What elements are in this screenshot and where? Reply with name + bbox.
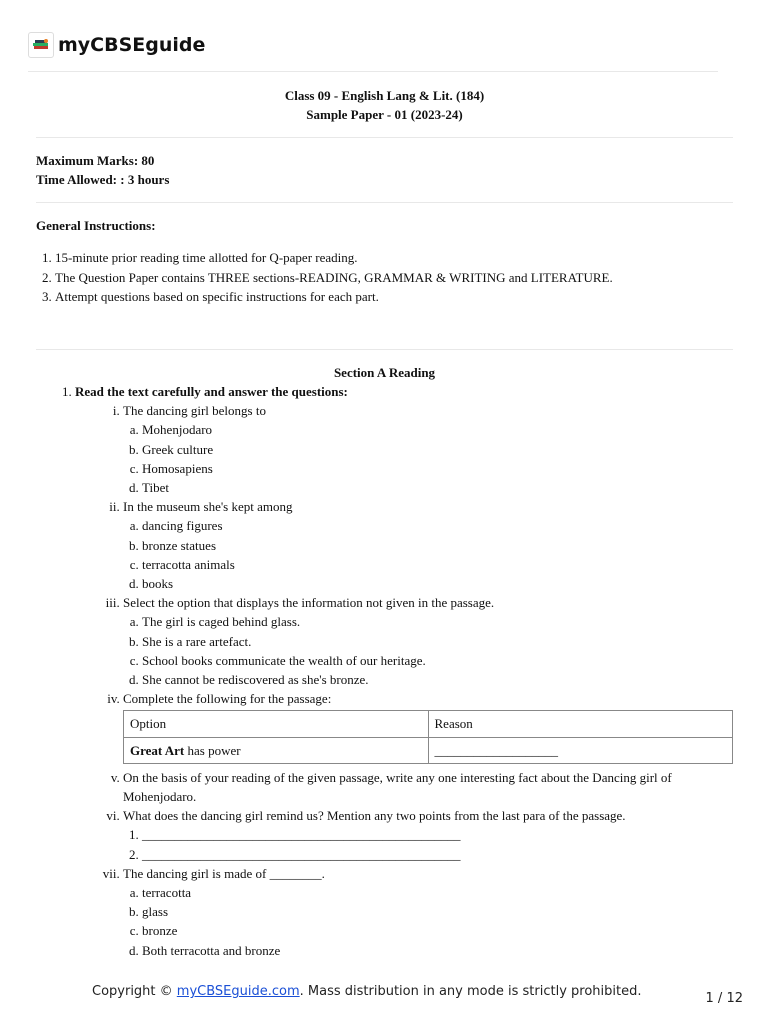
divider [36,137,733,138]
sub-question-text: The dancing girl belongs to [123,403,266,419]
option: c. bronze [142,921,733,940]
question-1-text: Read the text carefully and answer the questions: [75,384,348,399]
divider [36,349,733,350]
options-list [123,612,733,689]
cell-text: has power [184,742,241,758]
bold-text: Great Art [130,742,185,758]
sub-question-text: The dancing girl is made of ________. [123,865,325,881]
answer-lines [123,825,733,863]
copyright-text: Copyright © [92,984,177,999]
sub-question-text: On the basis of your reading of the given passage, write any one interesting fact about the Dancing girl of Mohenjodaro. [123,769,672,805]
options-list [123,883,733,960]
brand-name: myCBSEguide [58,34,206,56]
answer-line: 2. _________________________________________________ [142,845,733,864]
options-list [123,516,733,593]
sub-question [123,806,733,864]
sub-question [123,689,733,764]
option: b. Greek culture [142,440,733,459]
footer-copyright [92,984,641,999]
copyright-notice: . Mass distribution in any mode is strictly prohibited. [299,984,642,999]
option: a. The girl is caged behind glass. [142,612,733,631]
answer-line: 1. _________________________________________________ [142,825,733,844]
paper-title [36,86,733,124]
option: a. dancing figures [142,516,733,535]
marks-time [36,151,733,190]
option: c. Homosapiens [142,459,733,478]
option: d. Both terracotta and bronze [142,941,733,960]
sub-question-text: What does the dancing girl remind us? Mention any two points from the last para of the passage. [123,808,626,824]
option: d. books [142,574,733,593]
sub-question-text: In the museum she's kept among [123,499,293,515]
title-line-2: Sample Paper - 01 (2023-24) [306,107,463,122]
sub-question [123,497,733,593]
table-header-cell: Option [124,711,429,737]
section-a [36,382,733,960]
page-number: 1 / 12 [705,991,743,1006]
option: b. glass [142,902,733,921]
option: a. Mohenjodaro [142,420,733,439]
divider [36,202,733,203]
table-cell: ___________________ [428,737,733,763]
instructions-heading: General Instructions: [36,218,156,233]
logo-icon [28,32,54,58]
table-row [124,737,733,763]
option-reason-table [123,710,733,763]
sub-question-text: Select the option that displays the information not given in the passage. [123,595,495,611]
general-instructions [36,216,733,306]
question-1 [75,382,733,960]
sub-question [123,401,733,497]
sub-question [123,593,733,689]
title-line-1: Class 09 - English Lang & Lit. (184) [284,88,485,103]
table-header-cell: Reason [428,711,733,737]
option: c. terracotta animals [142,555,733,574]
table-row [124,711,733,737]
options-list [123,420,733,497]
time-allowed: Time Allowed: : 3 hours [36,172,170,188]
sub-question-text: Complete the following for the passage: [123,691,332,707]
site-link[interactable]: myCBSEguide.com [176,984,300,999]
sub-question [123,768,733,806]
question-list [36,382,733,960]
sub-question-list [36,401,733,960]
option: d. Tibet [142,478,733,497]
option: d. She cannot be rediscovered as she's bronze. [142,670,733,689]
header-divider [28,71,718,72]
list-item: 3. Attempt questions based on specific instructions for each part. [55,287,733,306]
instructions-list [36,248,733,306]
sub-question [123,864,733,960]
list-item: 1. 15-minute prior reading time allotted for Q-paper reading. [55,248,733,267]
option: c. School books communicate the wealth of our heritage. [142,651,733,670]
section-title: Section A Reading [333,365,436,380]
option: b. bronze statues [142,536,733,555]
brand-header [28,32,205,58]
table-cell [124,737,429,763]
list-item: 2. The Question Paper contains THREE sections-READING, GRAMMAR & WRITING and LITERATURE. [55,268,733,287]
option: a. terracotta [142,883,733,902]
max-marks: Maximum Marks: 80 [36,153,155,168]
option: b. She is a rare artefact. [142,632,733,651]
